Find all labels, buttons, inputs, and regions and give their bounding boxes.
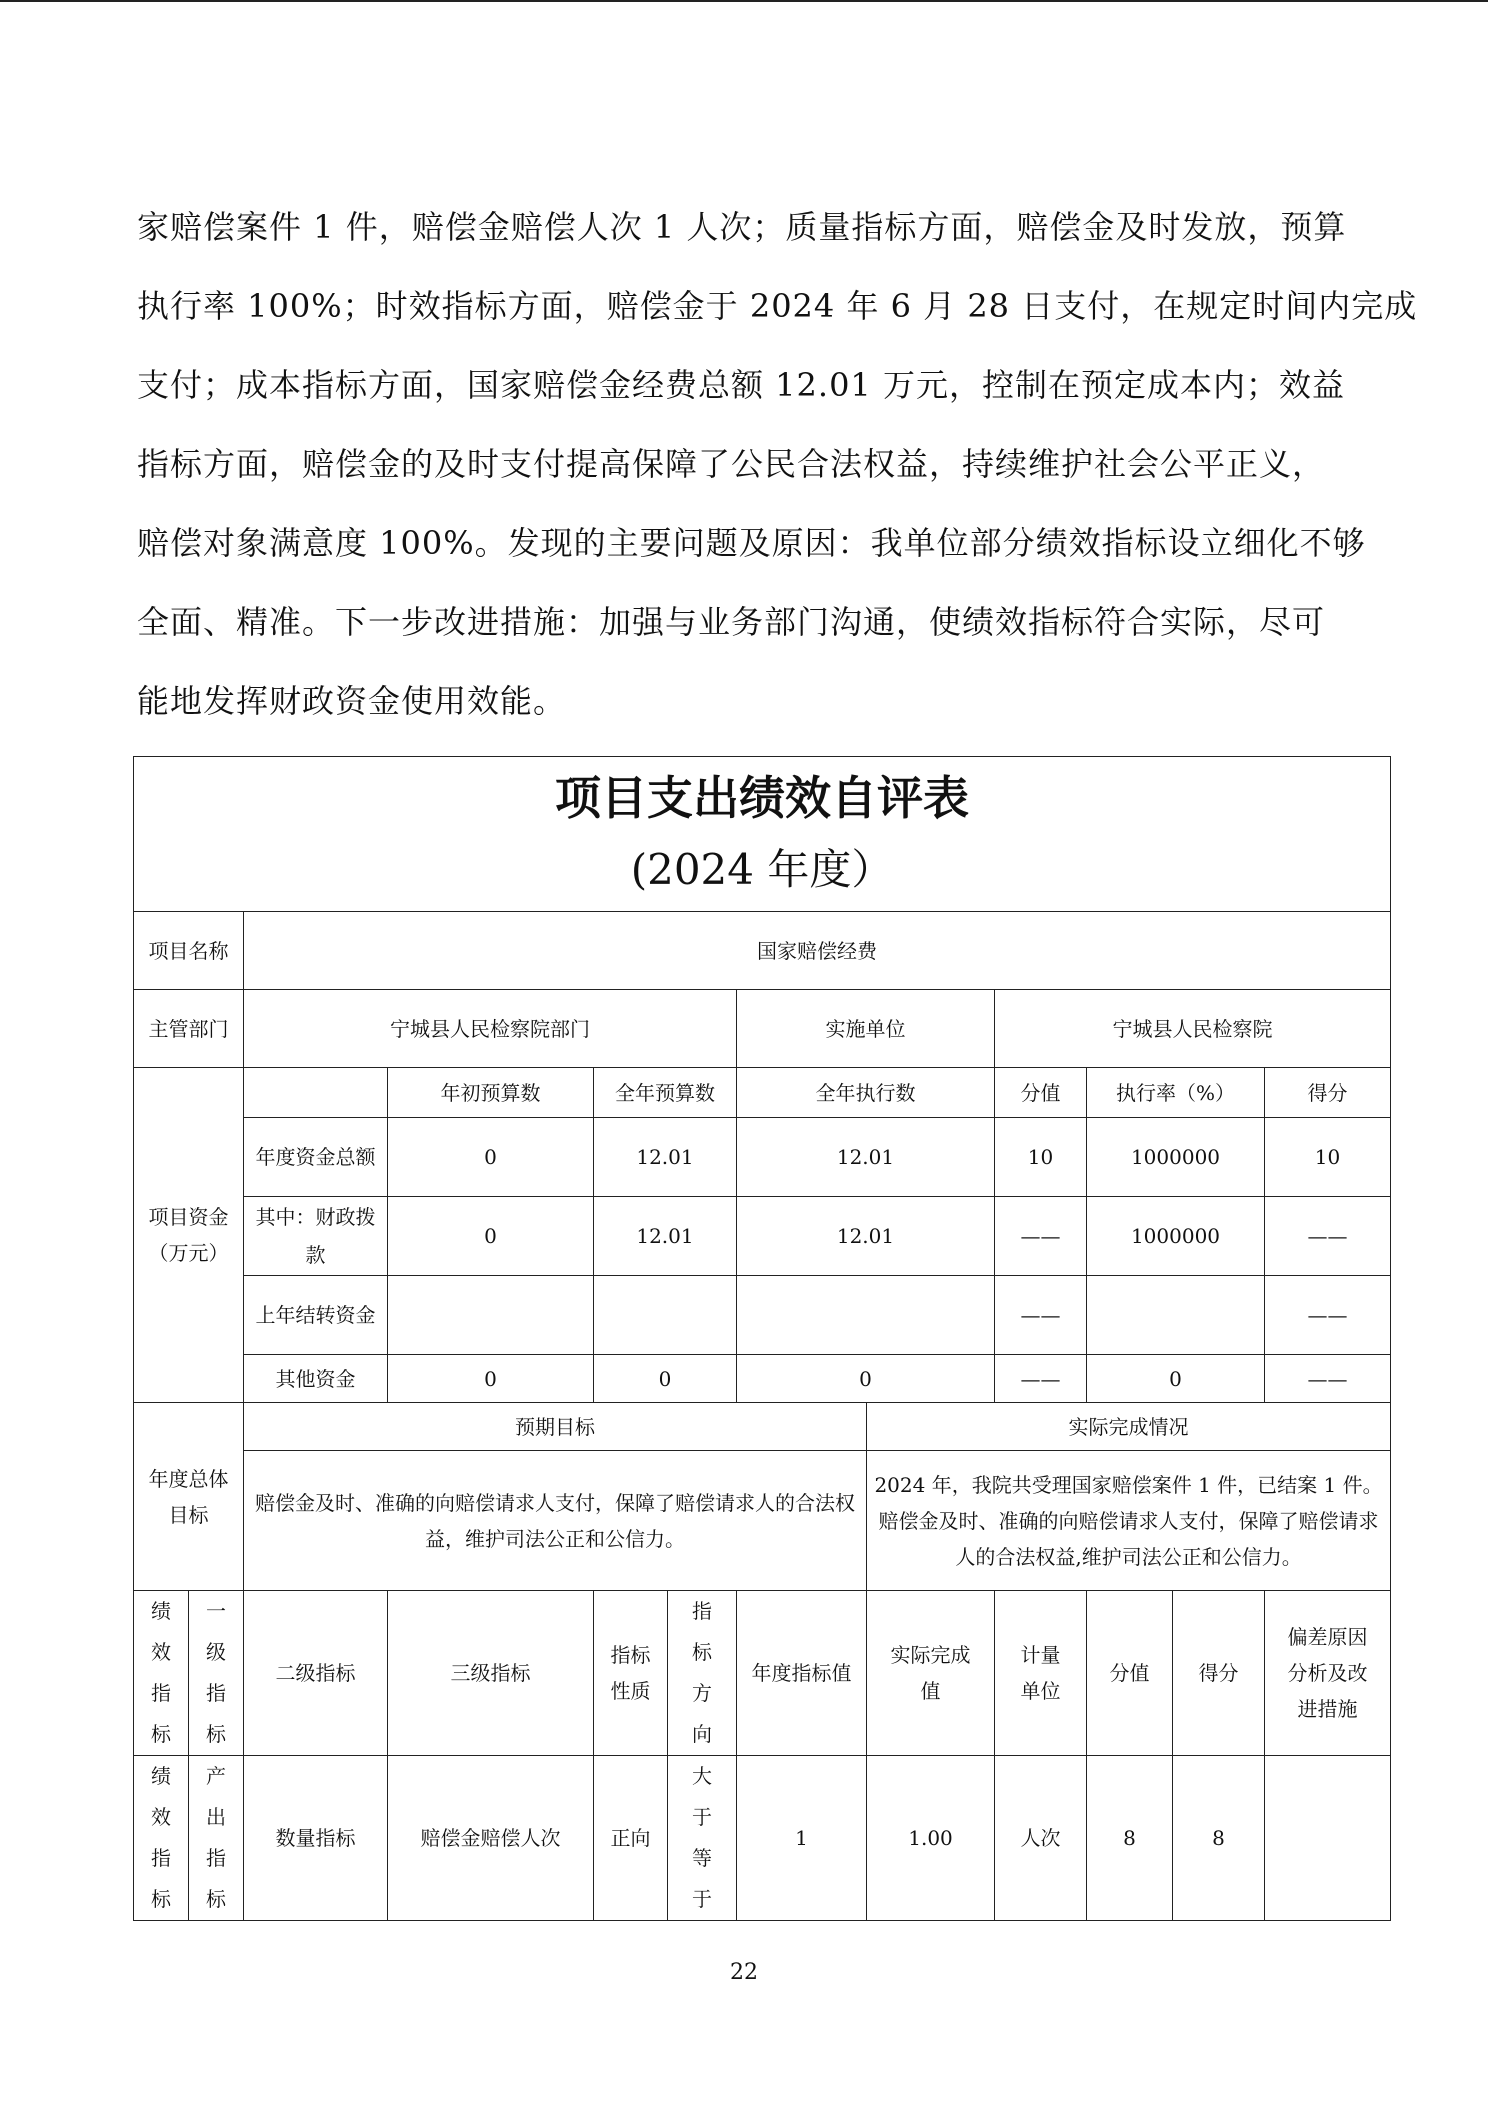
goal-expected-header: 预期目标: [244, 1403, 867, 1451]
funds-initial: 0: [388, 1355, 594, 1403]
paragraph-line: 执行率 100%；时效指标方面，赔偿金于 2024 年 6 月 28 日支付，在规定时间内完成: [137, 287, 1418, 325]
paragraph-line: 支付；成本指标方面，国家赔偿金经费总额 12.01 万元，控制在预定成本内；效益: [137, 366, 1345, 404]
funds-score-value: ——: [995, 1276, 1087, 1355]
indicator-header: 实际完成值: [867, 1591, 995, 1756]
paragraph-line: 全面、精准。下一步改进措施：加强与业务部门沟通，使绩效指标符合实际，尽可: [137, 603, 1326, 641]
funds-executed: 0: [737, 1355, 995, 1403]
indicator-header: 指标方向: [668, 1591, 737, 1756]
table-title-cell: [134, 757, 1391, 912]
funds-header: 分值: [995, 1068, 1087, 1118]
funds-header: 全年预算数: [594, 1068, 737, 1118]
funds-score: ——: [1265, 1197, 1391, 1276]
indicator-cell: 1.00: [867, 1756, 995, 1921]
funds-header: 全年执行数: [737, 1068, 995, 1118]
indicator-header: 绩效指标: [134, 1591, 189, 1756]
indicator-header: 三级指标: [388, 1591, 594, 1756]
funds-executed: 12.01: [737, 1118, 995, 1197]
indicator-cell: 数量指标: [244, 1756, 388, 1921]
table-title: 项目支出绩效自评表: [555, 771, 970, 825]
page-number: 22: [730, 1960, 758, 1985]
funds-row-label: 上年结转资金: [244, 1276, 388, 1355]
indicator-header: 计量单位: [995, 1591, 1087, 1756]
body-paragraph: [137, 188, 1418, 741]
funds-score-value: ——: [995, 1197, 1087, 1276]
top-border-line: [0, 0, 1488, 2]
indicator-header: 一级指标: [189, 1591, 244, 1756]
funds-executed: [737, 1276, 995, 1355]
funds-annual: [594, 1276, 737, 1355]
funds-rate: [1087, 1276, 1265, 1355]
indicator-header: 偏差原因分析及改进措施: [1265, 1591, 1391, 1756]
goal-actual: 2024 年，我院共受理国家赔偿案件 1 件，已结案 1 件。赔偿金及时、准确的向赔偿请求人支付，保障了赔偿请求人的合法权益,维护司法公正和公信力。: [867, 1451, 1391, 1591]
goal-label: 年度总体目标: [134, 1403, 244, 1591]
impl-label: 实施单位: [737, 990, 995, 1068]
indicator-cell: [1265, 1756, 1391, 1921]
indicator-cell: 8: [1087, 1756, 1173, 1921]
funds-row-label: 其中：财政拨款: [244, 1197, 388, 1276]
funds-label: 项目资金（万元）: [134, 1068, 244, 1403]
funds-annual: 12.01: [594, 1118, 737, 1197]
funds-header: 年初预算数: [388, 1068, 594, 1118]
goal-actual-header: 实际完成情况: [867, 1403, 1391, 1451]
indicator-cell: 大于等于: [668, 1756, 737, 1921]
funds-rate: 0: [1087, 1355, 1265, 1403]
goal-expected: 赔偿金及时、准确的向赔偿请求人支付，保障了赔偿请求人的合法权益，维护司法公正和公信力。: [244, 1451, 867, 1591]
funds-initial: [388, 1276, 594, 1355]
funds-score-value: 10: [995, 1118, 1087, 1197]
funds-initial: 0: [388, 1118, 594, 1197]
paragraph-line: 赔偿对象满意度 100%。发现的主要问题及原因：我单位部分绩效指标设立细化不够: [137, 524, 1366, 562]
indicator-cell: 赔偿金赔偿人次: [388, 1756, 594, 1921]
paragraph-line: 指标方面，赔偿金的及时支付提高保障了公民合法权益，持续维护社会公平正义，: [137, 445, 1326, 483]
indicator-cell: 正向: [594, 1756, 668, 1921]
indicator-header: 年度指标值: [737, 1591, 867, 1756]
dept-label: 主管部门: [134, 990, 244, 1068]
funds-row-label: 年度资金总额: [244, 1118, 388, 1197]
funds-score: ——: [1265, 1276, 1391, 1355]
paragraph-line: 家赔偿案件 1 件，赔偿金赔偿人次 1 人次；质量指标方面，赔偿金及时发放，预算: [137, 208, 1347, 246]
funds-score: ——: [1265, 1355, 1391, 1403]
funds-header-blank: [244, 1068, 388, 1118]
funds-score-value: ——: [995, 1355, 1087, 1403]
indicator-cell: 产出指标: [189, 1756, 244, 1921]
funds-header: 得分: [1265, 1068, 1391, 1118]
funds-initial: 0: [388, 1197, 594, 1276]
indicator-cell: 1: [737, 1756, 867, 1921]
funds-rate: 1000000: [1087, 1197, 1265, 1276]
indicator-header: 分值: [1087, 1591, 1173, 1756]
indicator-cell: 人次: [995, 1756, 1087, 1921]
indicator-cell: 绩效指标: [134, 1756, 189, 1921]
indicator-header: 得分: [1173, 1591, 1265, 1756]
funds-annual: 12.01: [594, 1197, 737, 1276]
impl-value: 宁城县人民检察院: [995, 990, 1391, 1068]
project-name-label: 项目名称: [134, 912, 244, 990]
funds-header: 执行率（%）: [1087, 1068, 1265, 1118]
indicator-header: 指标性质: [594, 1591, 668, 1756]
funds-executed: 12.01: [737, 1197, 995, 1276]
funds-annual: 0: [594, 1355, 737, 1403]
funds-score: 10: [1265, 1118, 1391, 1197]
performance-self-evaluation-table: [133, 756, 1391, 1921]
paragraph-line: 能地发挥财政资金使用效能。: [137, 682, 567, 720]
project-name-value: 国家赔偿经费: [244, 912, 1391, 990]
dept-value: 宁城县人民检察院部门: [244, 990, 737, 1068]
funds-row-label: 其他资金: [244, 1355, 388, 1403]
funds-rate: 1000000: [1087, 1118, 1265, 1197]
indicator-cell: 8: [1173, 1756, 1265, 1921]
indicator-header: 二级指标: [244, 1591, 388, 1756]
table-subtitle: (2024 年度）: [630, 845, 894, 894]
